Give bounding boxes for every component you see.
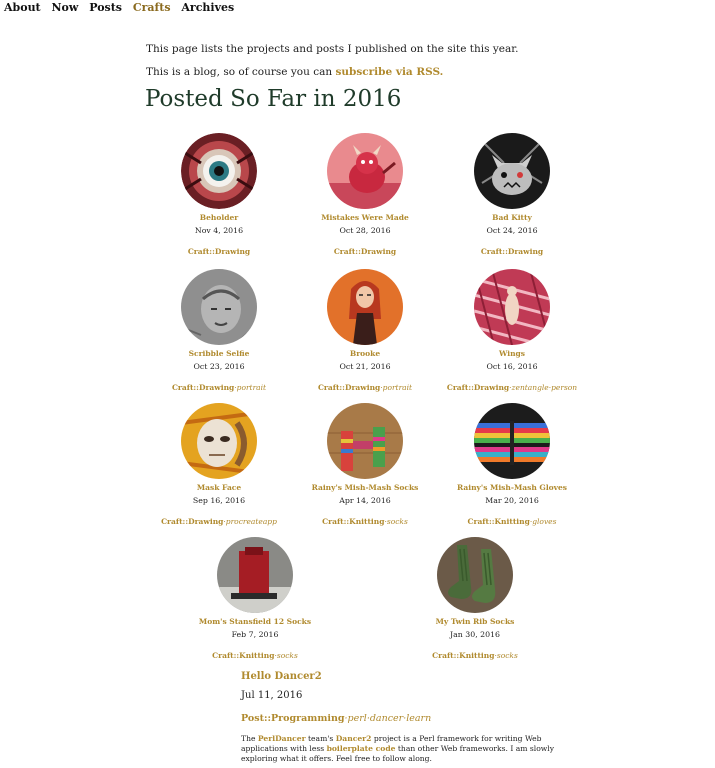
page-title: Posted So Far in 2016 — [145, 86, 402, 112]
card-tags[interactable]: Craft::Drawing·portrait — [171, 383, 267, 392]
rss-line — [146, 66, 443, 78]
card-title[interactable]: Rainy's Mish-Mash Gloves — [456, 483, 568, 492]
card-date: Nov 4, 2016 — [194, 226, 244, 235]
top-nav — [4, 1, 241, 14]
card-stansfield-socks — [180, 537, 330, 660]
card-twin-rib-socks — [400, 537, 550, 660]
card-tags[interactable]: Craft::Drawing — [187, 247, 251, 256]
card-tags[interactable]: Craft::Knitting·gloves — [467, 517, 557, 526]
nav-about[interactable]: About — [4, 1, 41, 14]
stansfield-socks-thumbnail[interactable] — [217, 537, 293, 613]
card-mish-mash-socks — [290, 403, 440, 526]
card-date: Mar 20, 2016 — [485, 496, 539, 505]
card-date: Jan 30, 2016 — [450, 630, 500, 639]
twin-rib-socks-thumbnail[interactable] — [437, 537, 513, 613]
perldancer-link[interactable]: PerlDancer — [257, 734, 306, 743]
card-tags[interactable]: Craft::Knitting·socks — [432, 651, 518, 660]
card-tags[interactable]: Craft::Knitting·socks — [322, 517, 408, 526]
intro-text: This page lists the projects and posts I published on the site this year. — [146, 43, 519, 55]
mish-mash-gloves-thumbnail[interactable] — [474, 403, 550, 479]
card-tags[interactable]: Craft::Drawing·procreateapp — [161, 517, 277, 526]
card-mish-mash-gloves — [437, 403, 587, 526]
card-title[interactable]: Mask Face — [196, 483, 242, 492]
card-date: Oct 21, 2016 — [339, 362, 391, 371]
mish-mash-socks-thumbnail[interactable] — [327, 403, 403, 479]
card-date: Oct 23, 2016 — [193, 362, 245, 371]
post-hello-dancer2 — [241, 671, 561, 764]
card-date: Sep 16, 2016 — [192, 496, 246, 505]
card-mistakes-were-made — [290, 133, 440, 256]
card-brooke — [290, 269, 440, 392]
card-scribble-selfie — [144, 269, 294, 392]
post-title[interactable]: Hello Dancer2 — [241, 671, 322, 682]
mistakes-thumbnail[interactable] — [327, 133, 403, 209]
brooke-thumbnail[interactable] — [327, 269, 403, 345]
card-title[interactable]: Scribble Selfie — [188, 349, 250, 358]
card-tags[interactable]: Craft::Drawing — [480, 247, 544, 256]
card-title[interactable]: My Twin Rib Socks — [435, 617, 515, 626]
card-date: Apr 14, 2016 — [339, 496, 391, 505]
card-title[interactable]: Brooke — [349, 349, 381, 358]
nav-now[interactable]: Now — [51, 1, 79, 14]
card-title[interactable]: Bad Kitty — [492, 213, 532, 222]
post-tags[interactable]: Post::Programming·perl·dancer·learn — [241, 713, 432, 724]
scribble-selfie-thumbnail[interactable] — [181, 269, 257, 345]
nav-archives[interactable]: Archives — [181, 1, 235, 14]
card-title[interactable]: Mom's Stansfield 12 Socks — [198, 617, 312, 626]
nav-posts[interactable]: Posts — [89, 1, 122, 14]
card-wings — [437, 269, 587, 392]
card-date: Feb 7, 2016 — [231, 630, 279, 639]
card-tags[interactable]: Craft::Drawing·zentangle·person — [446, 383, 578, 392]
post-date: Jul 11, 2016 — [241, 690, 303, 701]
card-tags[interactable]: Craft::Knitting·socks — [212, 651, 298, 660]
bad-kitty-thumbnail[interactable] — [474, 133, 550, 209]
card-title[interactable]: Beholder — [199, 213, 239, 222]
beholder-thumbnail[interactable] — [181, 133, 257, 209]
boilerplate-link[interactable]: boilerplate code — [326, 744, 396, 753]
card-bad-kitty — [437, 133, 587, 256]
card-mask-face — [144, 403, 294, 526]
card-tags[interactable]: Craft::Drawing — [333, 247, 397, 256]
dancer2-link[interactable]: Dancer2 — [335, 734, 372, 743]
card-beholder — [144, 133, 294, 256]
card-date: Oct 28, 2016 — [339, 226, 391, 235]
card-title[interactable]: Mistakes Were Made — [321, 213, 409, 222]
card-title[interactable]: Wings — [498, 349, 526, 358]
card-date: Oct 16, 2016 — [486, 362, 538, 371]
mask-face-thumbnail[interactable] — [181, 403, 257, 479]
wings-thumbnail[interactable] — [474, 269, 550, 345]
rss-link[interactable]: subscribe via RSS. — [335, 66, 444, 78]
post-summary: The PerlDancer team's Dancer2 project is a Perl framework for writing Web applications with less boilerplate code than other Web frameworks. I am slowly exploring what it offers. Feel free to follow along. — [241, 734, 555, 763]
card-tags[interactable]: Craft::Drawing·portrait — [317, 383, 413, 392]
card-title[interactable]: Rainy's Mish-Mash Socks — [311, 483, 419, 492]
rss-prefix: This is a blog, so of course you can — [146, 66, 336, 78]
card-date: Oct 24, 2016 — [486, 226, 538, 235]
nav-crafts[interactable]: Crafts — [132, 1, 171, 14]
